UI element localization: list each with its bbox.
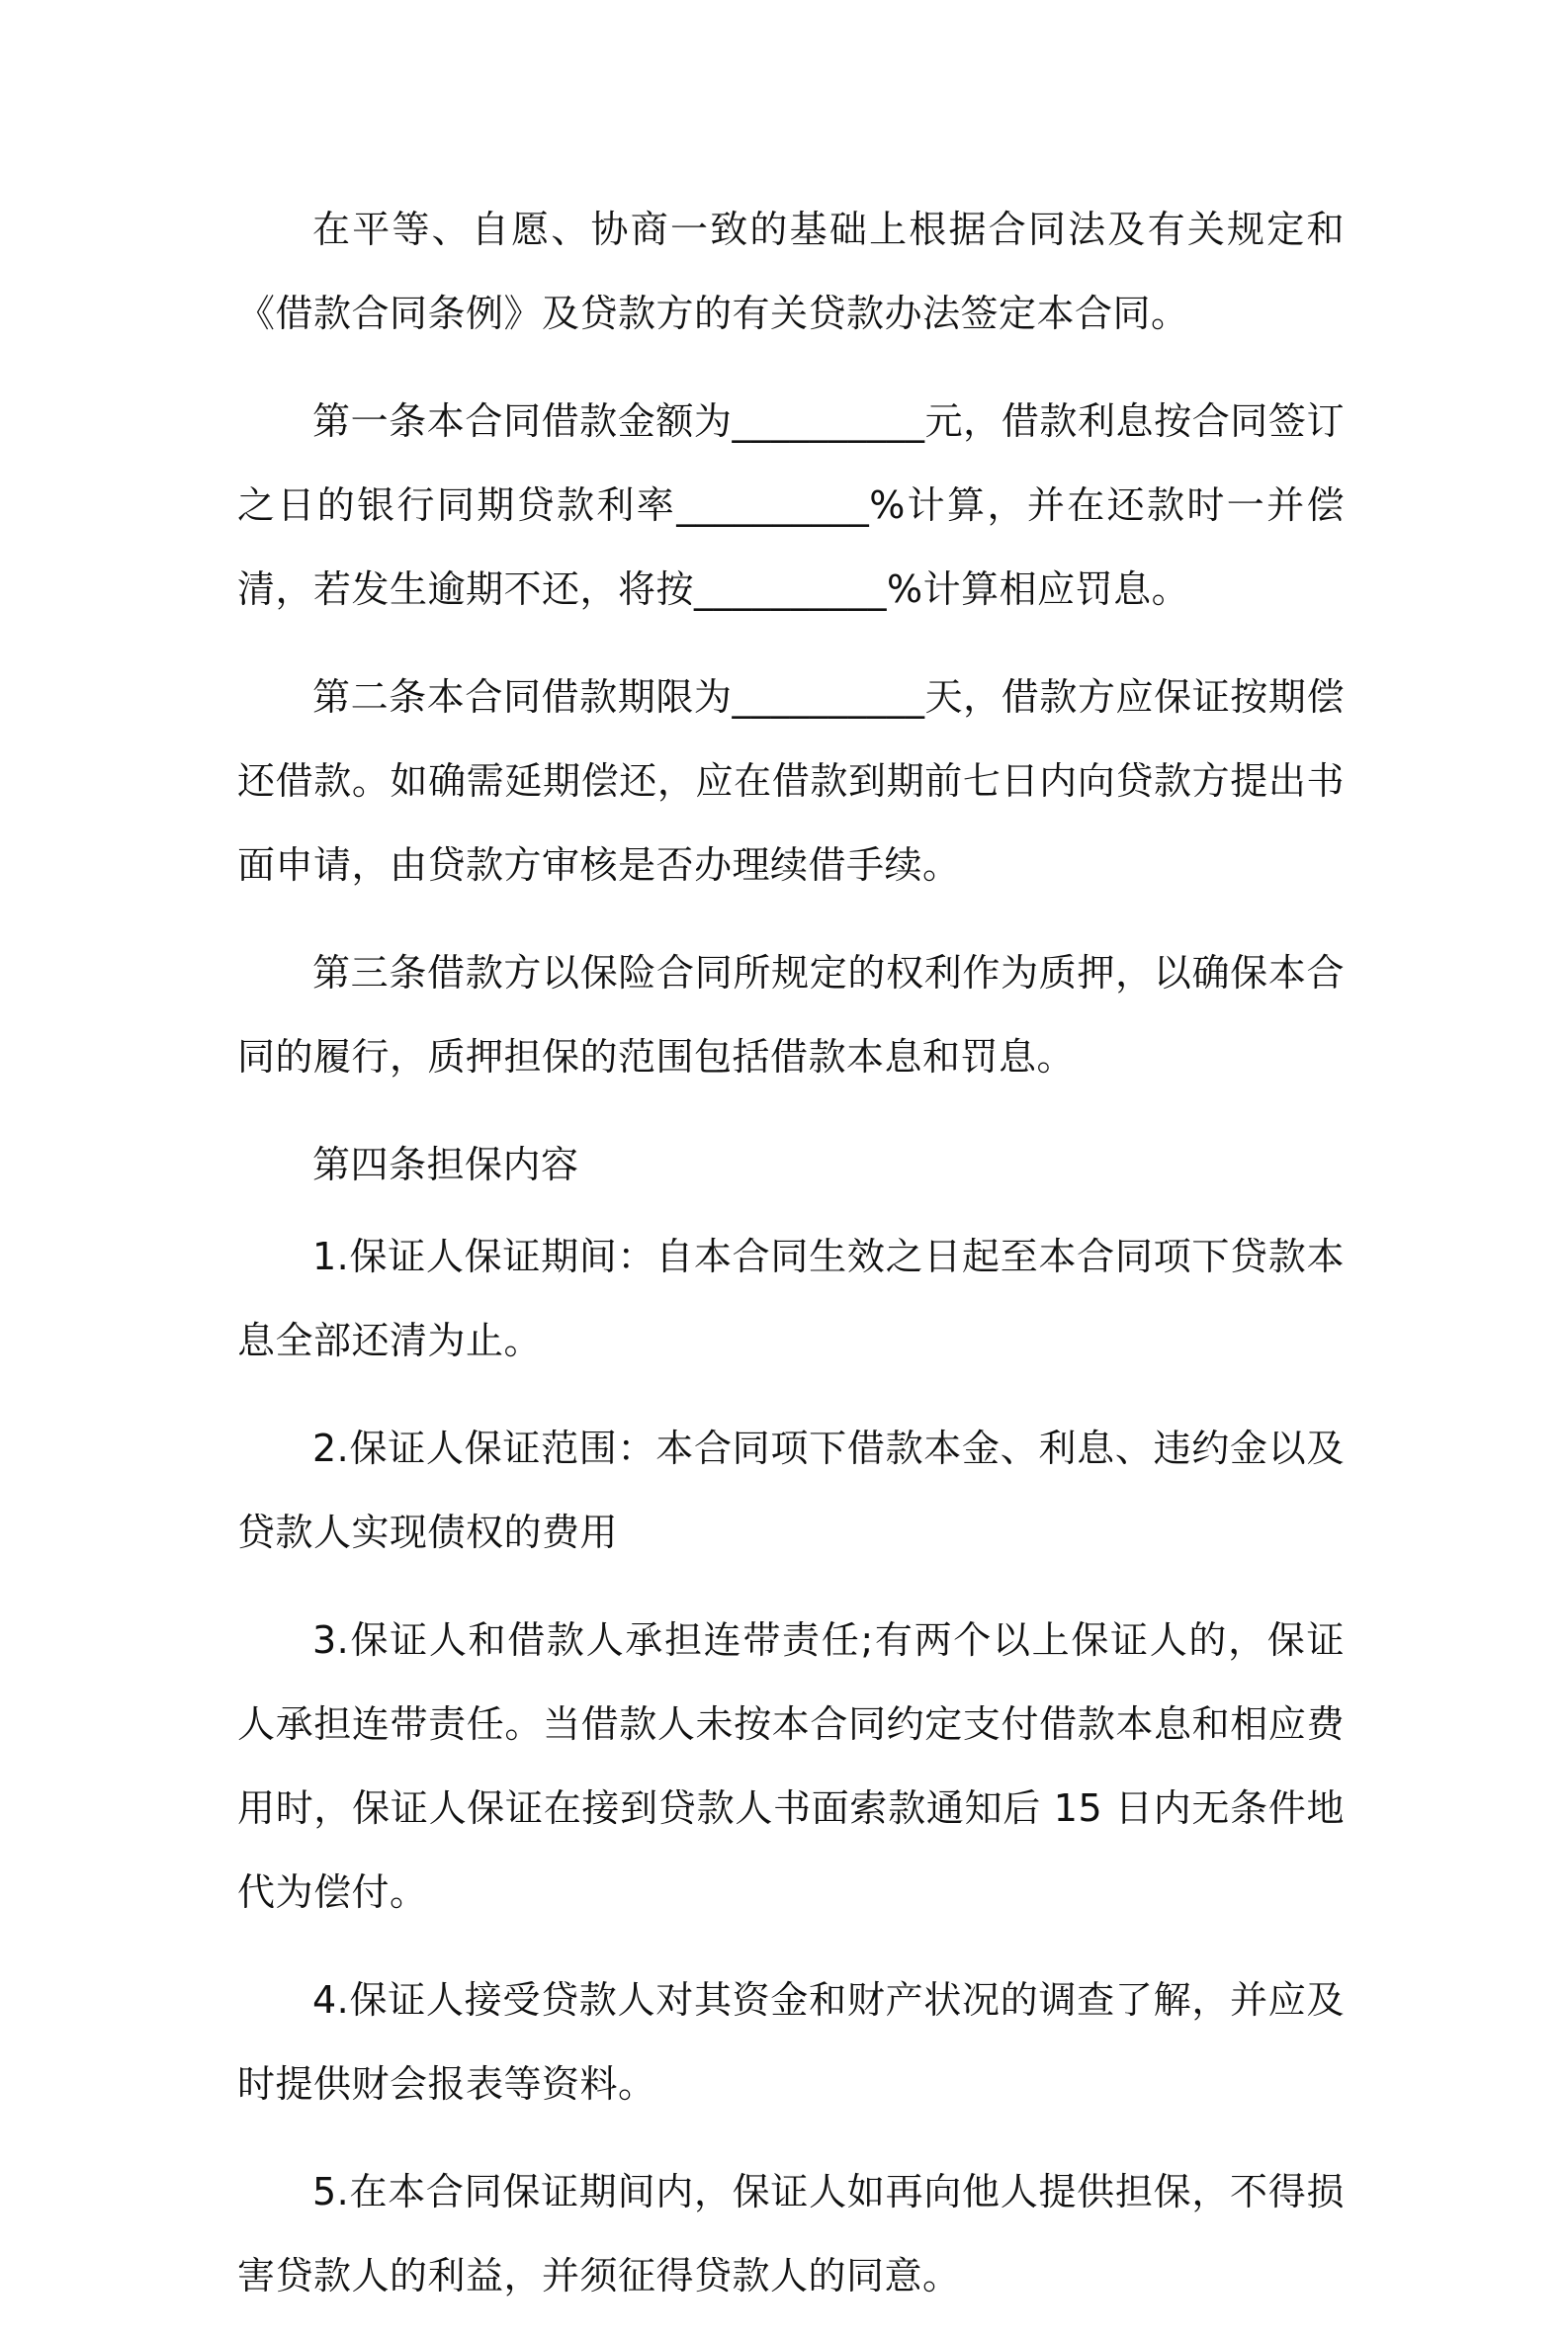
document-body: [237, 188, 1345, 2342]
paragraph-guarantee-item-5: 5.在本合同保证期间内，保证人如再向他人提供担保，不得损害贷款人的利益，并须征得贷款人的同意。: [237, 2170, 1345, 2298]
paragraph-guarantee-item-2: 2.保证人保证范围：本合同项下借款本金、利息、违约金以及贷款人实现债权的费用: [237, 1427, 1345, 1554]
paragraph-guarantee-item-1: 1.保证人保证期间：自本合同生效之日起至本合同项下贷款本息全部还清为止。: [237, 1235, 1345, 1362]
paragraph-article-3: 第三条借款方以保险合同所规定的权利作为质押，以确保本合同的履行，质押担保的范围包括借款本息和罚息。: [237, 951, 1345, 1079]
paragraph-preamble: 在平等、自愿、协商一致的基础上根据合同法及有关规定和《借款合同条例》及贷款方的有关贷款办法签定本合同。: [237, 208, 1345, 335]
paragraph-article-4-heading: 第四条担保内容: [312, 1143, 579, 1186]
paragraph-article-1: 第一条本合同借款金额为__________元，借款利息按合同签订之日的银行同期贷款利率__________%计算，并在还款时一并偿清，若发生逾期不还，将按__________%计算相应罚息。: [237, 399, 1345, 611]
paragraph-guarantee-item-4: 4.保证人接受贷款人对其资金和财产状况的调查了解，并应及时提供财会报表等资料。: [237, 1978, 1345, 2106]
paragraph-guarantee-item-3: 3.保证人和借款人承担连带责任;有两个以上保证人的，保证人承担连带责任。当借款人未按本合同约定支付借款本息和相应费用时，保证人保证在接到贷款人书面索款通知后 15 日内无条件地代为偿付。: [237, 1618, 1345, 1914]
paragraph-article-2: 第二条本合同借款期限为__________天，借款方应保证按期偿还借款。如确需延期偿还，应在借款到期前七日内向贷款方提出书面申请，由贷款方审核是否办理续借手续。: [237, 675, 1345, 887]
